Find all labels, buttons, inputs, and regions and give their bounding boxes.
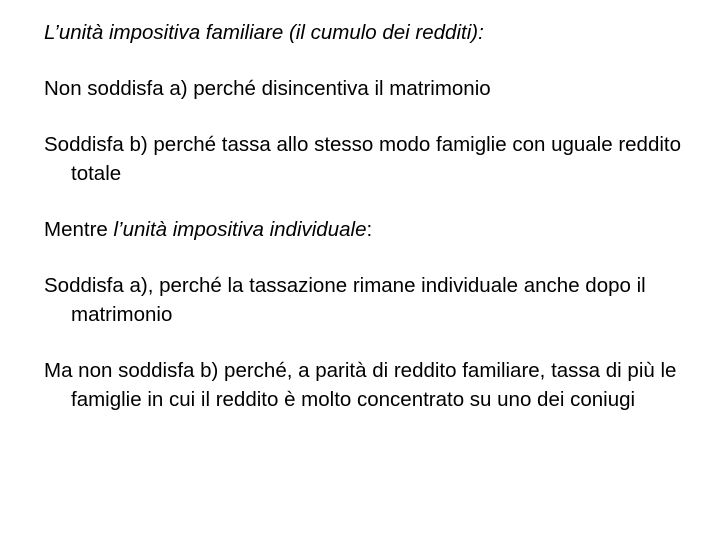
heading-suffix: : (366, 218, 373, 241)
slide-content (44, 18, 704, 414)
point-satisfy-a: Soddisfa a), perché la tassazione rimane individuale anche dopo il matrimonio (44, 274, 646, 326)
heading-prefix: Mentre (44, 218, 114, 241)
heading-italic-term: l’unità impositiva individuale (113, 218, 367, 241)
heading-individual-tax-unit (44, 215, 704, 244)
point-not-satisfy-b: Ma non soddisfa b) perché, a parità di reddito familiare, tassa di più le famiglie in cui il reddito è molto concentrato su uno dei coniugi (44, 359, 677, 411)
heading-family-tax-unit: L’unità impositiva familiare (il cumulo dei redditi): (44, 21, 484, 44)
point-not-satisfy-a: Non soddisfa a) perché disincentiva il matrimonio (44, 77, 491, 100)
point-satisfy-b: Soddisfa b) perché tassa allo stesso modo famiglie con uguale reddito totale (44, 133, 682, 185)
